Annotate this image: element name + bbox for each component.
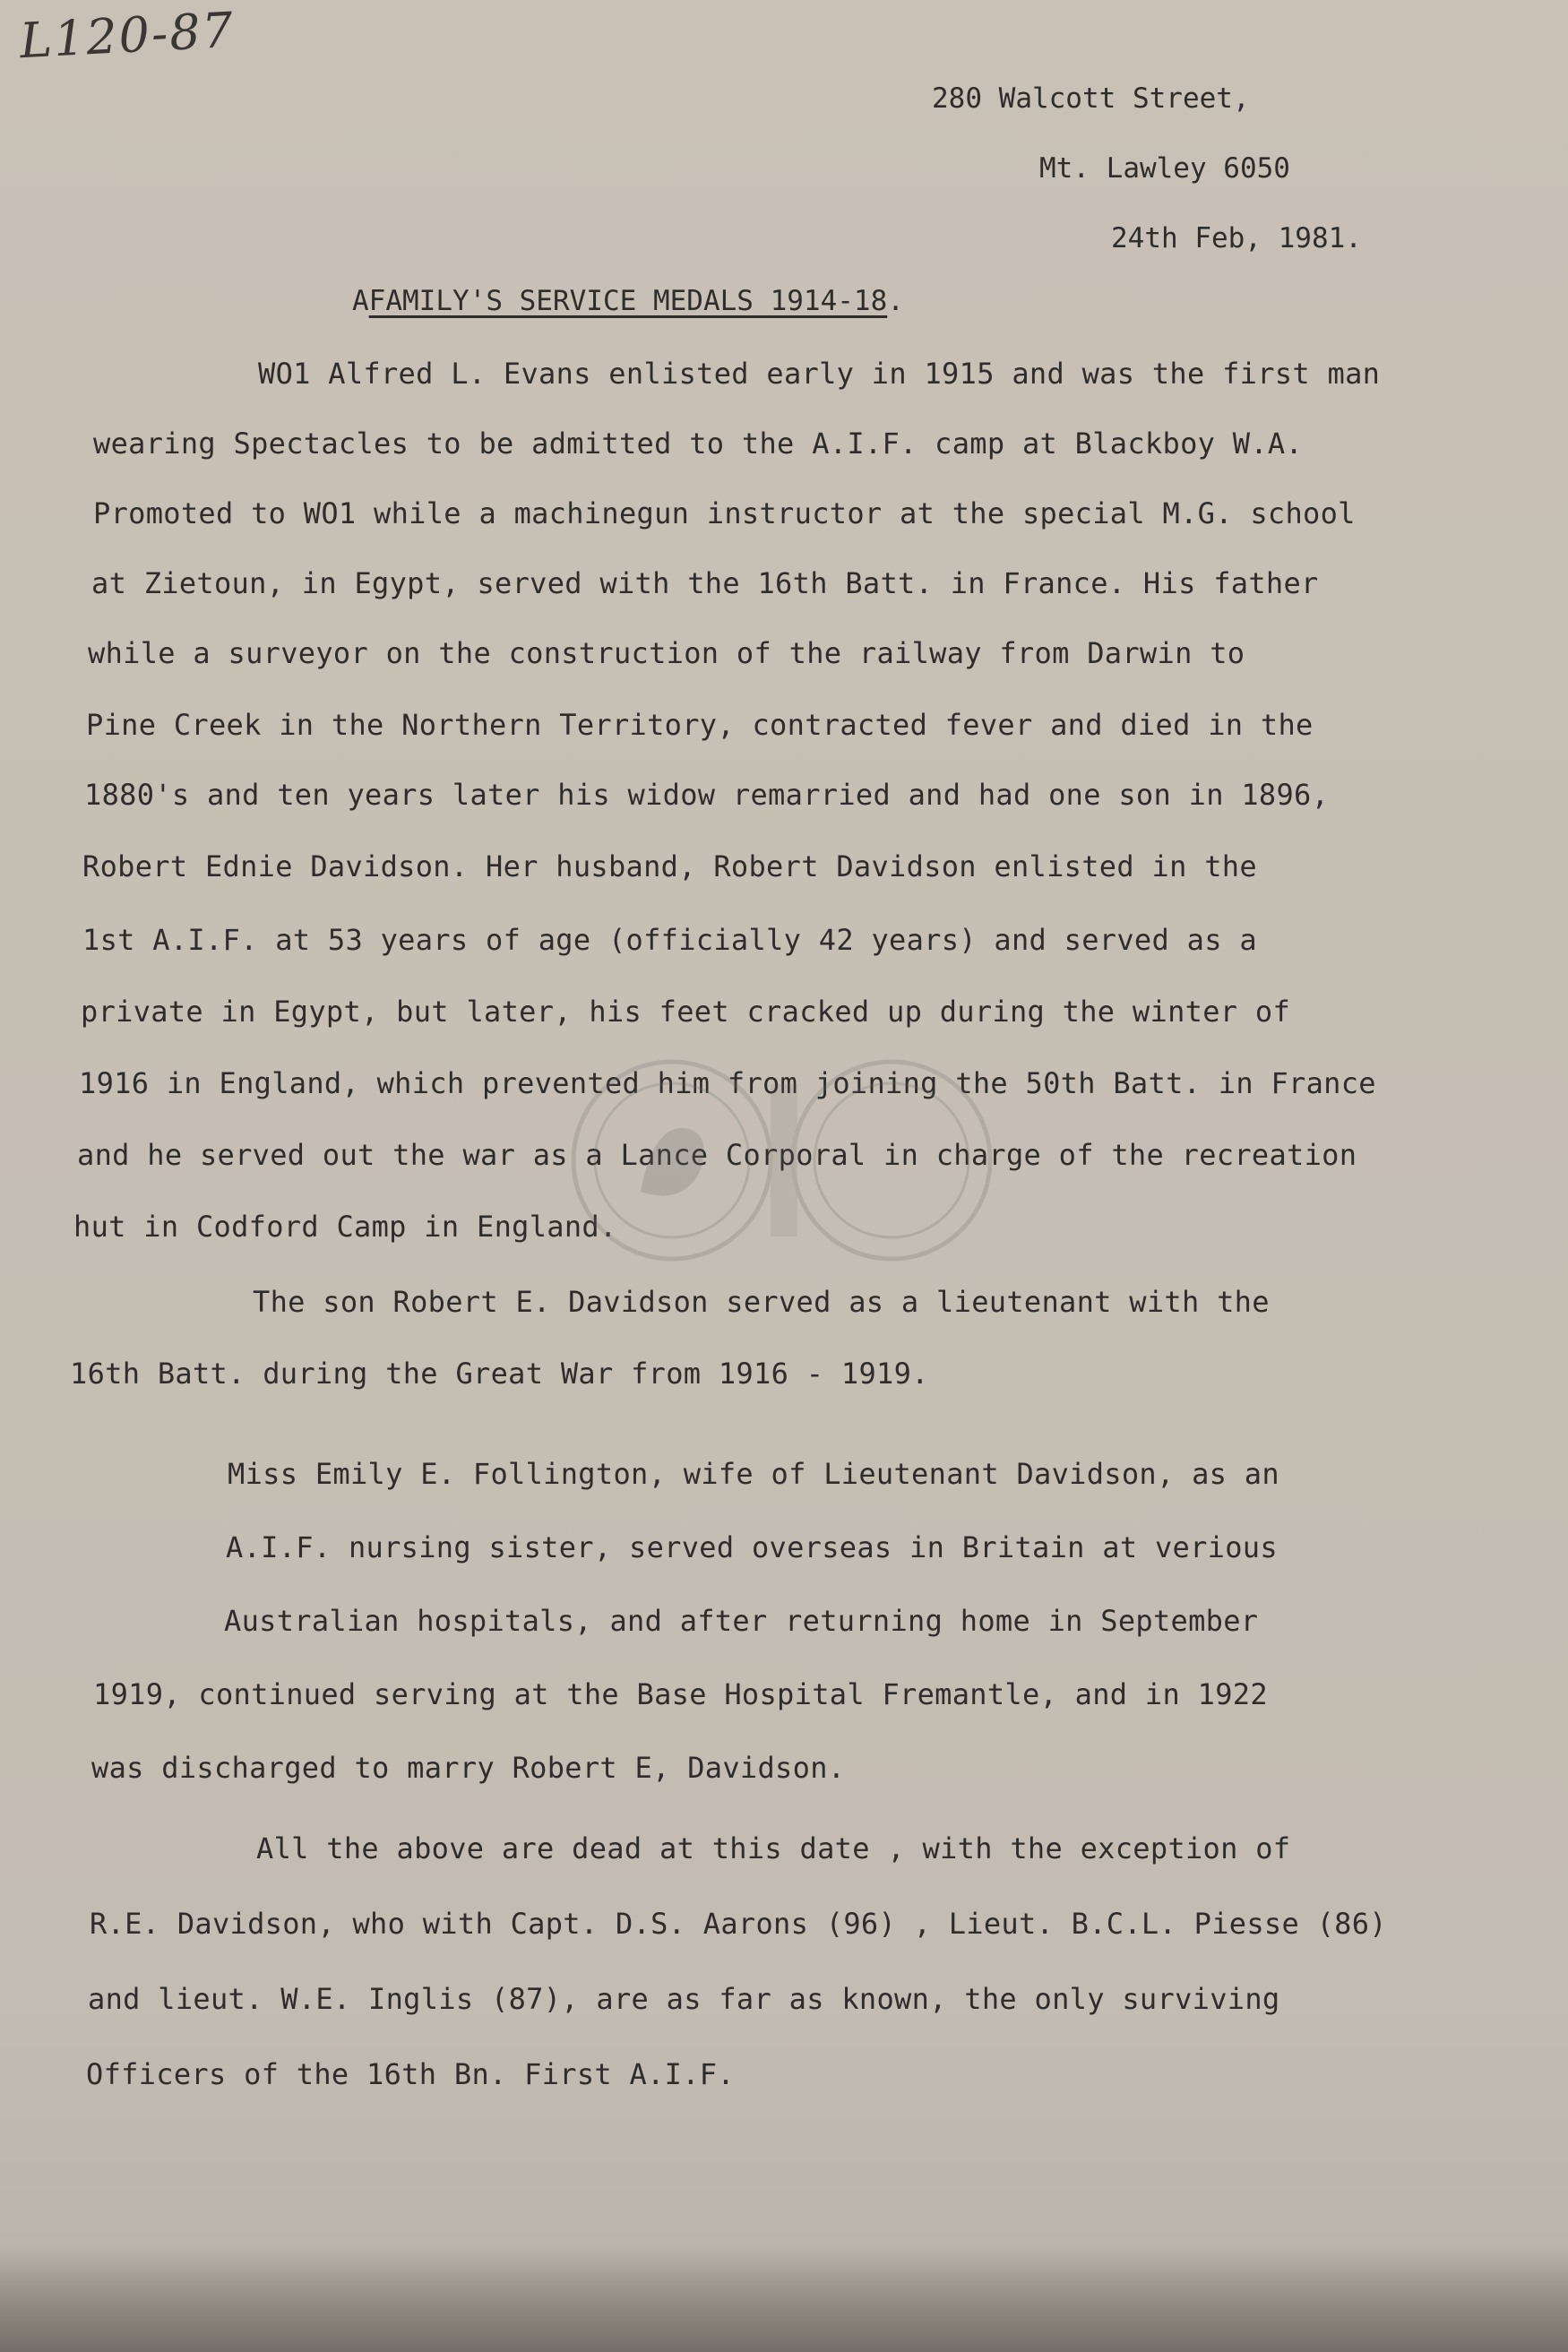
body-line: 1880's and ten years later his widow remarried and had one son in 1896,	[84, 778, 1330, 812]
body-line: WO1 Alfred L. Evans enlisted early in 1915 and was the first man	[258, 357, 1381, 391]
body-line: Officers of the 16th Bn. First A.I.F.	[86, 2057, 735, 2091]
body-line: Miss Emily E. Follington, wife of Lieutenant Davidson, as an	[228, 1457, 1279, 1491]
address-suburb: Mt. Lawley 6050	[1039, 152, 1290, 185]
body-line: The son Robert E. Davidson served as a lieutenant with the	[253, 1285, 1270, 1319]
body-line: All the above are dead at this date , with the exception of	[256, 1831, 1291, 1865]
address-street: 280 Walcott Street,	[932, 82, 1250, 115]
body-line: 16th Batt. during the Great War from 1916 - 1919.	[70, 1357, 929, 1391]
title-text: FAMILY'S SERVICE MEDALS 1914-18	[368, 285, 888, 317]
body-line: hut in Codford Camp in England.	[73, 1210, 617, 1244]
letter-date: 24th Feb, 1981.	[1111, 222, 1362, 254]
body-line: Pine Creek in the Northern Territory, contracted fever and died in the	[86, 708, 1314, 742]
body-line: private in Egypt, but later, his feet cracked up during the winter of	[81, 995, 1291, 1029]
body-line: wearing Spectacles to be admitted to the A.I.F. camp at Blackboy W.A.	[93, 426, 1304, 461]
body-line: Australian hospitals, and after returning home in September	[224, 1604, 1259, 1638]
body-line: 1916 in England, which prevented him from joining the 50th Batt. in France	[79, 1066, 1376, 1100]
title-prefix: A	[352, 285, 369, 317]
body-line: 1st A.I.F. at 53 years of age (officially 42 years) and served as a	[82, 923, 1257, 957]
body-line: 1919, continued serving at the Base Hospital Fremantle, and in 1922	[93, 1677, 1268, 1711]
body-line: and lieut. W.E. Inglis (87), are as far as known, the only surviving	[88, 1982, 1280, 2016]
body-line: while a surveyor on the construction of the railway from Darwin to	[88, 636, 1245, 670]
body-line: and he served out the war as a Lance Corporal in charge of the recreation	[77, 1138, 1357, 1172]
archive-reference: L120-87	[18, 1, 237, 70]
body-line: Robert Ednie Davidson. Her husband, Robert Davidson enlisted in the	[82, 849, 1257, 883]
document-title	[352, 285, 904, 317]
body-line: Promoted to WO1 while a machinegun instructor at the special M.G. school	[93, 496, 1356, 530]
body-line: R.E. Davidson, who with Capt. D.S. Aarons (96) , Lieut. B.C.L. Piesse (86)	[90, 1907, 1387, 1941]
body-line: at Zietoun, in Egypt, served with the 16th Batt. in France. His father	[91, 566, 1319, 600]
title-suffix: .	[887, 285, 904, 317]
body-line: was discharged to marry Robert E, Davidson.	[91, 1751, 846, 1785]
body-line: A.I.F. nursing sister, served overseas in Britain at verious	[226, 1530, 1278, 1564]
